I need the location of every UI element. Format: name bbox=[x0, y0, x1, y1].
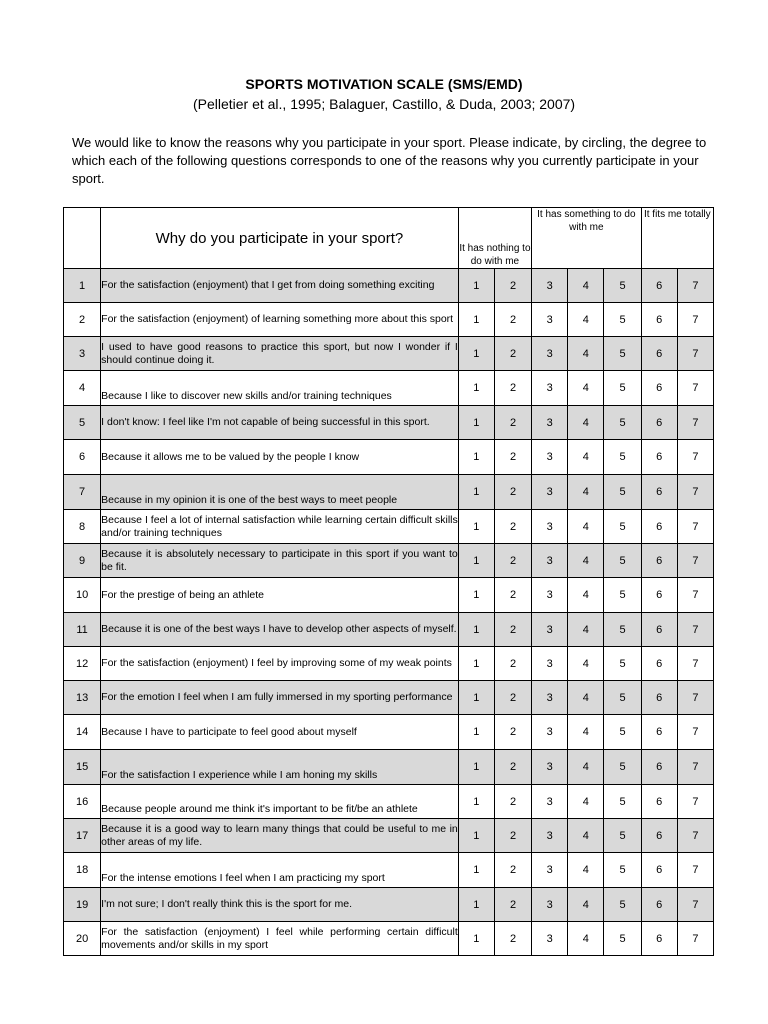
rating-option-7[interactable]: 7 bbox=[677, 647, 713, 681]
item-number: 12 bbox=[64, 647, 101, 681]
rating-option-6[interactable]: 6 bbox=[641, 544, 677, 578]
item-number: 13 bbox=[64, 681, 101, 715]
rating-option-7[interactable]: 7 bbox=[677, 853, 713, 888]
rating-option-3[interactable]: 3 bbox=[532, 853, 568, 888]
rating-option-5[interactable]: 5 bbox=[604, 647, 641, 681]
rating-option-3[interactable]: 3 bbox=[532, 371, 568, 406]
rating-option-6[interactable]: 6 bbox=[641, 750, 677, 785]
rating-option-3[interactable]: 3 bbox=[532, 269, 568, 303]
item-number: 4 bbox=[64, 371, 101, 406]
rating-option-2[interactable]: 2 bbox=[494, 853, 531, 888]
rating-option-6[interactable]: 6 bbox=[641, 406, 677, 440]
item-statement: Because I have to participate to feel good about myself bbox=[101, 715, 459, 750]
rating-option-1[interactable]: 1 bbox=[458, 785, 494, 819]
item-number: 5 bbox=[64, 406, 101, 440]
table-row bbox=[64, 578, 714, 613]
rating-option-4[interactable]: 4 bbox=[568, 475, 604, 510]
rating-option-3[interactable]: 3 bbox=[532, 888, 568, 922]
rating-option-2[interactable]: 2 bbox=[494, 715, 531, 750]
rating-option-1[interactable]: 1 bbox=[458, 406, 494, 440]
instructions-paragraph: We would like to know the reasons why you participate in your sport. Please indicate, by circling, the degree to which each of the following questions corresponds to one of the reasons why you currently participate in your sport. bbox=[72, 135, 707, 186]
table-row bbox=[64, 819, 714, 853]
item-statement: Because it allows me to be valued by the people I know bbox=[101, 440, 459, 475]
rating-option-1[interactable]: 1 bbox=[458, 647, 494, 681]
item-number: 17 bbox=[64, 819, 101, 853]
rating-option-7[interactable]: 7 bbox=[677, 475, 713, 510]
rating-option-7[interactable]: 7 bbox=[677, 440, 713, 475]
rating-option-2[interactable]: 2 bbox=[494, 647, 531, 681]
anchor-mid-header: It has something to do with me bbox=[532, 208, 642, 269]
rating-option-2[interactable]: 2 bbox=[494, 819, 531, 853]
rating-option-4[interactable]: 4 bbox=[568, 578, 604, 613]
table-row bbox=[64, 681, 714, 715]
rating-option-1[interactable]: 1 bbox=[458, 269, 494, 303]
table-row bbox=[64, 406, 714, 440]
rating-option-4[interactable]: 4 bbox=[568, 888, 604, 922]
rating-option-3[interactable]: 3 bbox=[532, 922, 568, 956]
item-statement: For the satisfaction (enjoyment) of learning something more about this sport bbox=[101, 303, 459, 337]
item-statement: For the emotion I feel when I am fully immersed in my sporting performance bbox=[101, 681, 459, 715]
document-citation: (Pelletier et al., 1995; Balaguer, Castillo, & Duda, 2003; 2007) bbox=[192, 96, 576, 112]
item-statement: For the prestige of being an athlete bbox=[101, 578, 459, 613]
table-row bbox=[64, 922, 714, 956]
rating-option-1[interactable]: 1 bbox=[458, 440, 494, 475]
table-row bbox=[64, 647, 714, 681]
table-row bbox=[64, 337, 714, 371]
rating-option-5[interactable]: 5 bbox=[604, 510, 641, 544]
rating-option-7[interactable]: 7 bbox=[677, 888, 713, 922]
anchor-high-header: It fits me totally bbox=[641, 208, 713, 269]
rating-option-6[interactable]: 6 bbox=[641, 510, 677, 544]
item-number: 2 bbox=[64, 303, 101, 337]
rating-option-1[interactable]: 1 bbox=[458, 888, 494, 922]
rating-option-2[interactable]: 2 bbox=[494, 578, 531, 613]
table-row bbox=[64, 475, 714, 510]
rating-option-5[interactable]: 5 bbox=[604, 853, 641, 888]
rating-option-5[interactable]: 5 bbox=[604, 819, 641, 853]
rating-option-1[interactable]: 1 bbox=[458, 510, 494, 544]
rating-option-7[interactable]: 7 bbox=[677, 922, 713, 956]
rating-option-6[interactable]: 6 bbox=[641, 681, 677, 715]
rating-option-2[interactable]: 2 bbox=[494, 440, 531, 475]
rating-option-5[interactable]: 5 bbox=[604, 715, 641, 750]
rating-option-7[interactable]: 7 bbox=[677, 613, 713, 647]
rating-option-3[interactable]: 3 bbox=[532, 715, 568, 750]
rating-option-3[interactable]: 3 bbox=[532, 681, 568, 715]
rating-option-4[interactable]: 4 bbox=[568, 715, 604, 750]
rating-option-5[interactable]: 5 bbox=[604, 303, 641, 337]
rating-option-6[interactable]: 6 bbox=[641, 269, 677, 303]
rating-option-4[interactable]: 4 bbox=[568, 303, 604, 337]
item-number: 19 bbox=[64, 888, 101, 922]
rating-option-2[interactable]: 2 bbox=[494, 785, 531, 819]
item-number: 1 bbox=[64, 269, 101, 303]
rating-option-7[interactable]: 7 bbox=[677, 681, 713, 715]
rating-option-5[interactable]: 5 bbox=[604, 337, 641, 371]
item-statement: Because in my opinion it is one of the best ways to meet people bbox=[101, 475, 459, 510]
rating-option-4[interactable]: 4 bbox=[568, 440, 604, 475]
rating-option-7[interactable]: 7 bbox=[677, 819, 713, 853]
rating-option-7[interactable]: 7 bbox=[677, 371, 713, 406]
rating-option-5[interactable]: 5 bbox=[604, 888, 641, 922]
rating-option-1[interactable]: 1 bbox=[458, 303, 494, 337]
item-statement: For the satisfaction (enjoyment) that I get from doing something exciting bbox=[101, 269, 459, 303]
rating-option-2[interactable]: 2 bbox=[494, 406, 531, 440]
rating-option-6[interactable]: 6 bbox=[641, 613, 677, 647]
item-number: 18 bbox=[64, 853, 101, 888]
rating-option-1[interactable]: 1 bbox=[458, 475, 494, 510]
rating-option-3[interactable]: 3 bbox=[532, 337, 568, 371]
item-number: 15 bbox=[64, 750, 101, 785]
rating-option-2[interactable]: 2 bbox=[494, 337, 531, 371]
rating-option-4[interactable]: 4 bbox=[568, 510, 604, 544]
rating-option-7[interactable]: 7 bbox=[677, 303, 713, 337]
rating-option-2[interactable]: 2 bbox=[494, 613, 531, 647]
rating-option-2[interactable]: 2 bbox=[494, 510, 531, 544]
rating-option-5[interactable]: 5 bbox=[604, 440, 641, 475]
rating-option-3[interactable]: 3 bbox=[532, 647, 568, 681]
rating-option-3[interactable]: 3 bbox=[532, 819, 568, 853]
rating-option-6[interactable]: 6 bbox=[641, 888, 677, 922]
table-row bbox=[64, 888, 714, 922]
rating-option-7[interactable]: 7 bbox=[677, 544, 713, 578]
rating-option-5[interactable]: 5 bbox=[604, 922, 641, 956]
item-number: 20 bbox=[64, 922, 101, 956]
item-statement: Because people around me think it's important to be fit/be an athlete bbox=[101, 785, 459, 819]
item-number: 7 bbox=[64, 475, 101, 510]
rating-option-2[interactable]: 2 bbox=[494, 681, 531, 715]
rating-option-3[interactable]: 3 bbox=[532, 406, 568, 440]
rating-option-2[interactable]: 2 bbox=[494, 269, 531, 303]
rating-option-4[interactable]: 4 bbox=[568, 269, 604, 303]
rating-option-2[interactable]: 2 bbox=[494, 922, 531, 956]
rating-option-6[interactable]: 6 bbox=[641, 853, 677, 888]
rating-option-4[interactable]: 4 bbox=[568, 337, 604, 371]
item-number: 16 bbox=[64, 785, 101, 819]
rating-option-3[interactable]: 3 bbox=[532, 613, 568, 647]
rating-option-5[interactable]: 5 bbox=[604, 578, 641, 613]
rating-option-5[interactable]: 5 bbox=[604, 681, 641, 715]
table-header-row bbox=[64, 208, 714, 269]
rating-option-3[interactable]: 3 bbox=[532, 578, 568, 613]
table-row bbox=[64, 510, 714, 544]
rating-option-7[interactable]: 7 bbox=[677, 750, 713, 785]
rating-option-6[interactable]: 6 bbox=[641, 819, 677, 853]
rating-option-3[interactable]: 3 bbox=[532, 303, 568, 337]
rating-option-7[interactable]: 7 bbox=[677, 406, 713, 440]
item-number: 11 bbox=[64, 613, 101, 647]
rating-option-5[interactable]: 5 bbox=[604, 785, 641, 819]
rating-option-4[interactable]: 4 bbox=[568, 371, 604, 406]
rating-option-6[interactable]: 6 bbox=[641, 647, 677, 681]
rating-option-1[interactable]: 1 bbox=[458, 544, 494, 578]
rating-option-6[interactable]: 6 bbox=[641, 303, 677, 337]
item-number: 9 bbox=[64, 544, 101, 578]
item-statement: Because I like to discover new skills and/or training techniques bbox=[101, 371, 459, 406]
rating-option-3[interactable]: 3 bbox=[532, 440, 568, 475]
rating-option-7[interactable]: 7 bbox=[677, 269, 713, 303]
rating-option-2[interactable]: 2 bbox=[494, 371, 531, 406]
table-row bbox=[64, 303, 714, 337]
item-statement: Because I feel a lot of internal satisfaction while learning certain difficult skills and/or training techniques bbox=[101, 510, 459, 544]
rating-option-5[interactable]: 5 bbox=[604, 613, 641, 647]
rating-option-2[interactable]: 2 bbox=[494, 544, 531, 578]
rating-option-3[interactable]: 3 bbox=[532, 544, 568, 578]
rating-option-6[interactable]: 6 bbox=[641, 578, 677, 613]
rating-option-1[interactable]: 1 bbox=[458, 613, 494, 647]
rating-option-1[interactable]: 1 bbox=[458, 922, 494, 956]
table-row bbox=[64, 613, 714, 647]
item-number: 3 bbox=[64, 337, 101, 371]
rating-option-7[interactable]: 7 bbox=[677, 578, 713, 613]
item-statement: I don't know: I feel like I'm not capable of being successful in this sport. bbox=[101, 406, 459, 440]
item-statement: I used to have good reasons to practice this sport, but now I wonder if I should continue doing it. bbox=[101, 337, 459, 371]
rating-option-7[interactable]: 7 bbox=[677, 337, 713, 371]
rating-option-2[interactable]: 2 bbox=[494, 475, 531, 510]
rating-option-4[interactable]: 4 bbox=[568, 681, 604, 715]
item-statement: I'm not sure; I don't really think this is the sport for me. bbox=[101, 888, 459, 922]
rating-option-1[interactable]: 1 bbox=[458, 681, 494, 715]
rating-option-6[interactable]: 6 bbox=[641, 785, 677, 819]
item-statement: Because it is one of the best ways I have to develop other aspects of myself. bbox=[101, 613, 459, 647]
item-statement: Because it is absolutely necessary to participate in this sport if you want to be fit. bbox=[101, 544, 459, 578]
rating-option-5[interactable]: 5 bbox=[604, 406, 641, 440]
rating-option-2[interactable]: 2 bbox=[494, 750, 531, 785]
rating-option-1[interactable]: 1 bbox=[458, 853, 494, 888]
rating-option-1[interactable]: 1 bbox=[458, 371, 494, 406]
rating-option-5[interactable]: 5 bbox=[604, 544, 641, 578]
rating-option-4[interactable]: 4 bbox=[568, 750, 604, 785]
item-number: 6 bbox=[64, 440, 101, 475]
question-column-header: Why do you participate in your sport? bbox=[101, 208, 459, 269]
table-row bbox=[64, 269, 714, 303]
rating-option-6[interactable]: 6 bbox=[641, 715, 677, 750]
rating-option-1[interactable]: 1 bbox=[458, 578, 494, 613]
item-statement: For the satisfaction (enjoyment) I feel by improving some of my weak points bbox=[101, 647, 459, 681]
item-number: 8 bbox=[64, 510, 101, 544]
rating-option-6[interactable]: 6 bbox=[641, 371, 677, 406]
table-row bbox=[64, 544, 714, 578]
rating-option-5[interactable]: 5 bbox=[604, 371, 641, 406]
item-statement: For the satisfaction (enjoyment) I feel while performing certain difficult movements and/or skills in my sport bbox=[101, 922, 459, 956]
item-number: 14 bbox=[64, 715, 101, 750]
number-column-header bbox=[64, 208, 101, 269]
rating-option-6[interactable]: 6 bbox=[641, 922, 677, 956]
rating-option-4[interactable]: 4 bbox=[568, 922, 604, 956]
document-title: SPORTS MOTIVATION SCALE (SMS/EMD) bbox=[245, 76, 523, 92]
rating-option-4[interactable]: 4 bbox=[568, 647, 604, 681]
rating-option-4[interactable]: 4 bbox=[568, 406, 604, 440]
item-number: 10 bbox=[64, 578, 101, 613]
item-statement: For the intense emotions I feel when I am practicing my sport bbox=[101, 853, 459, 888]
rating-option-7[interactable]: 7 bbox=[677, 510, 713, 544]
rating-option-6[interactable]: 6 bbox=[641, 337, 677, 371]
rating-option-3[interactable]: 3 bbox=[532, 785, 568, 819]
rating-option-2[interactable]: 2 bbox=[494, 303, 531, 337]
rating-option-4[interactable]: 4 bbox=[568, 544, 604, 578]
table-row bbox=[64, 440, 714, 475]
rating-option-4[interactable]: 4 bbox=[568, 819, 604, 853]
item-statement: For the satisfaction I experience while I am honing my skills bbox=[101, 750, 459, 785]
rating-option-7[interactable]: 7 bbox=[677, 715, 713, 750]
rating-option-1[interactable]: 1 bbox=[458, 819, 494, 853]
questionnaire-table bbox=[63, 207, 714, 956]
rating-option-5[interactable]: 5 bbox=[604, 475, 641, 510]
rating-option-6[interactable]: 6 bbox=[641, 440, 677, 475]
rating-option-7[interactable]: 7 bbox=[677, 785, 713, 819]
rating-option-3[interactable]: 3 bbox=[532, 750, 568, 785]
item-statement: Because it is a good way to learn many things that could be useful to me in other areas of my life. bbox=[101, 819, 459, 853]
rating-option-4[interactable]: 4 bbox=[568, 853, 604, 888]
rating-option-3[interactable]: 3 bbox=[532, 510, 568, 544]
rating-option-5[interactable]: 5 bbox=[604, 269, 641, 303]
rating-option-1[interactable]: 1 bbox=[458, 337, 494, 371]
table-row bbox=[64, 785, 714, 819]
rating-option-4[interactable]: 4 bbox=[568, 785, 604, 819]
questionnaire-body bbox=[64, 269, 714, 956]
rating-option-1[interactable]: 1 bbox=[458, 750, 494, 785]
rating-option-6[interactable]: 6 bbox=[641, 475, 677, 510]
rating-option-5[interactable]: 5 bbox=[604, 750, 641, 785]
rating-option-3[interactable]: 3 bbox=[532, 475, 568, 510]
table-row bbox=[64, 371, 714, 406]
anchor-low-header: It has nothing to do with me bbox=[458, 208, 531, 269]
rating-option-2[interactable]: 2 bbox=[494, 888, 531, 922]
table-row bbox=[64, 715, 714, 750]
table-row bbox=[64, 853, 714, 888]
rating-option-4[interactable]: 4 bbox=[568, 613, 604, 647]
rating-option-1[interactable]: 1 bbox=[458, 715, 494, 750]
table-row bbox=[64, 750, 714, 785]
